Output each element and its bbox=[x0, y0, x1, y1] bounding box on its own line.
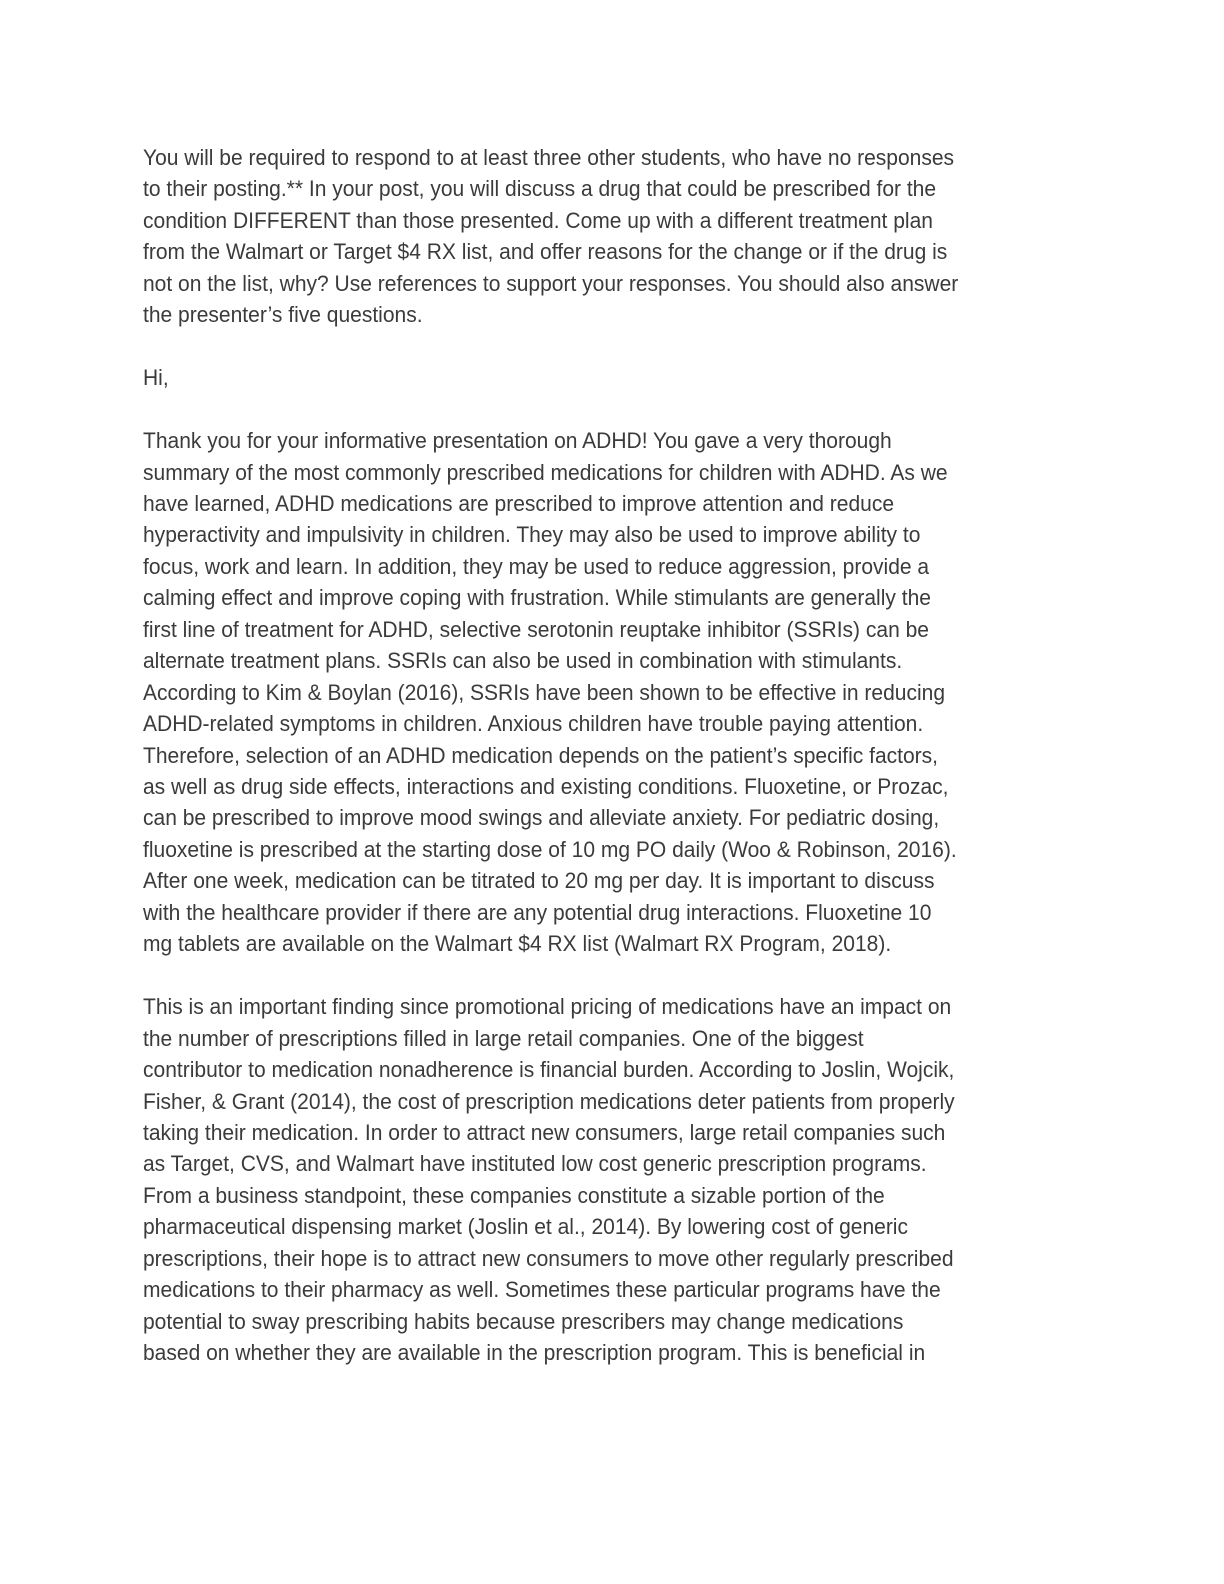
response-paragraph-2 bbox=[143, 991, 1083, 1368]
text-line: alternate treatment plans. SSRIs can also be used in combination with stimulants. bbox=[143, 648, 903, 674]
text-line: This is an important finding since promotional pricing of medications have an impact on bbox=[143, 994, 952, 1020]
paragraph-spacer bbox=[143, 394, 1083, 425]
text-line: summary of the most commonly prescribed medications for children with ADHD. As we bbox=[143, 459, 948, 485]
text-line: You will be required to respond to at least three other students, who have no responses bbox=[143, 145, 955, 170]
text-line: Thank you for your informative presentation on ADHD! You gave a very thorough bbox=[143, 428, 892, 454]
text-line: to their posting.** In your post, you will discuss a drug that could be prescribed for the bbox=[143, 176, 937, 202]
paragraph-spacer bbox=[143, 960, 1083, 991]
text-line: based on whether they are available in the prescription program. This is beneficial in bbox=[143, 1340, 926, 1366]
greeting-text: Hi, bbox=[143, 365, 169, 391]
text-line: focus, work and learn. In addition, they may be used to reduce aggression, provide a bbox=[143, 553, 930, 579]
text-line: fluoxetine is prescribed at the starting dose of 10 mg PO daily (Woo & Robinson, 2016). bbox=[143, 836, 957, 862]
text-line: can be prescribed to improve mood swings and alleviate anxiety. For pediatric dosing, bbox=[143, 805, 940, 831]
text-line: Fisher, & Grant (2014), the cost of prescription medications deter patients from properly bbox=[143, 1088, 955, 1114]
text-line: with the healthcare provider if there are any potential drug interactions. Fluoxetine 10 bbox=[143, 899, 932, 925]
document-page bbox=[143, 142, 1083, 1369]
text-line: According to Kim & Boylan (2016), SSRIs have been shown to be effective in reducing bbox=[143, 679, 946, 705]
text-line: contributor to medication nonadherence is financial burden. According to Joslin, Wojcik, bbox=[143, 1057, 955, 1083]
text-line: taking their medication. In order to attract new consumers, large retail companies such bbox=[143, 1120, 946, 1145]
text-line: the presenter’s five questions. bbox=[143, 302, 423, 328]
text-line: have learned, ADHD medications are prescribed to improve attention and reduce bbox=[143, 490, 895, 516]
text-line: as well as drug side effects, interactions and existing conditions. Fluoxetine, or Prozac, bbox=[143, 774, 949, 800]
text-line: After one week, medication can be titrated to 20 mg per day. It is important to discuss bbox=[143, 868, 935, 894]
text-line: mg tablets are available on the Walmart $4 RX list (Walmart RX Program, 2018). bbox=[143, 931, 892, 957]
paragraph-spacer bbox=[143, 331, 1083, 362]
text-line: not on the list, why? Use references to support your responses. You should also answer bbox=[143, 270, 959, 296]
text-line: From a business standpoint, these companies constitute a sizable portion of the bbox=[143, 1182, 885, 1208]
instructions-paragraph bbox=[143, 142, 1083, 331]
greeting-paragraph bbox=[143, 362, 1083, 393]
text-line: pharmaceutical dispensing market (Joslin et al., 2014). By lowering cost of generic bbox=[143, 1214, 908, 1240]
text-line: first line of treatment for ADHD, selective serotonin reuptake inhibitor (SSRIs) can be bbox=[143, 616, 929, 642]
text-line: condition DIFFERENT than those presented. Come up with a different treatment plan bbox=[143, 207, 933, 233]
text-line: as Target, CVS, and Walmart have instituted low cost generic prescription programs. bbox=[143, 1151, 927, 1177]
text-line: calming effect and improve coping with frustration. While stimulants are generally the bbox=[143, 585, 931, 611]
text-line: hyperactivity and impulsivity in children. They may also be used to improve ability to bbox=[143, 522, 921, 548]
text-line: the number of prescriptions filled in large retail companies. One of the biggest bbox=[143, 1025, 864, 1051]
text-line: ADHD-related symptoms in children. Anxious children have trouble paying attention. bbox=[143, 711, 924, 737]
text-line: medications to their pharmacy as well. Sometimes these particular programs have the bbox=[143, 1277, 941, 1303]
text-line: Therefore, selection of an ADHD medication depends on the patient’s specific factors, bbox=[143, 742, 939, 768]
text-line: from the Walmart or Target $4 RX list, and offer reasons for the change or if the drug is bbox=[143, 239, 948, 265]
text-line: potential to sway prescribing habits because prescribers may change medications bbox=[143, 1308, 904, 1334]
text-line: prescriptions, their hope is to attract new consumers to move other regularly prescribed bbox=[143, 1245, 954, 1271]
response-paragraph-1 bbox=[143, 425, 1083, 960]
